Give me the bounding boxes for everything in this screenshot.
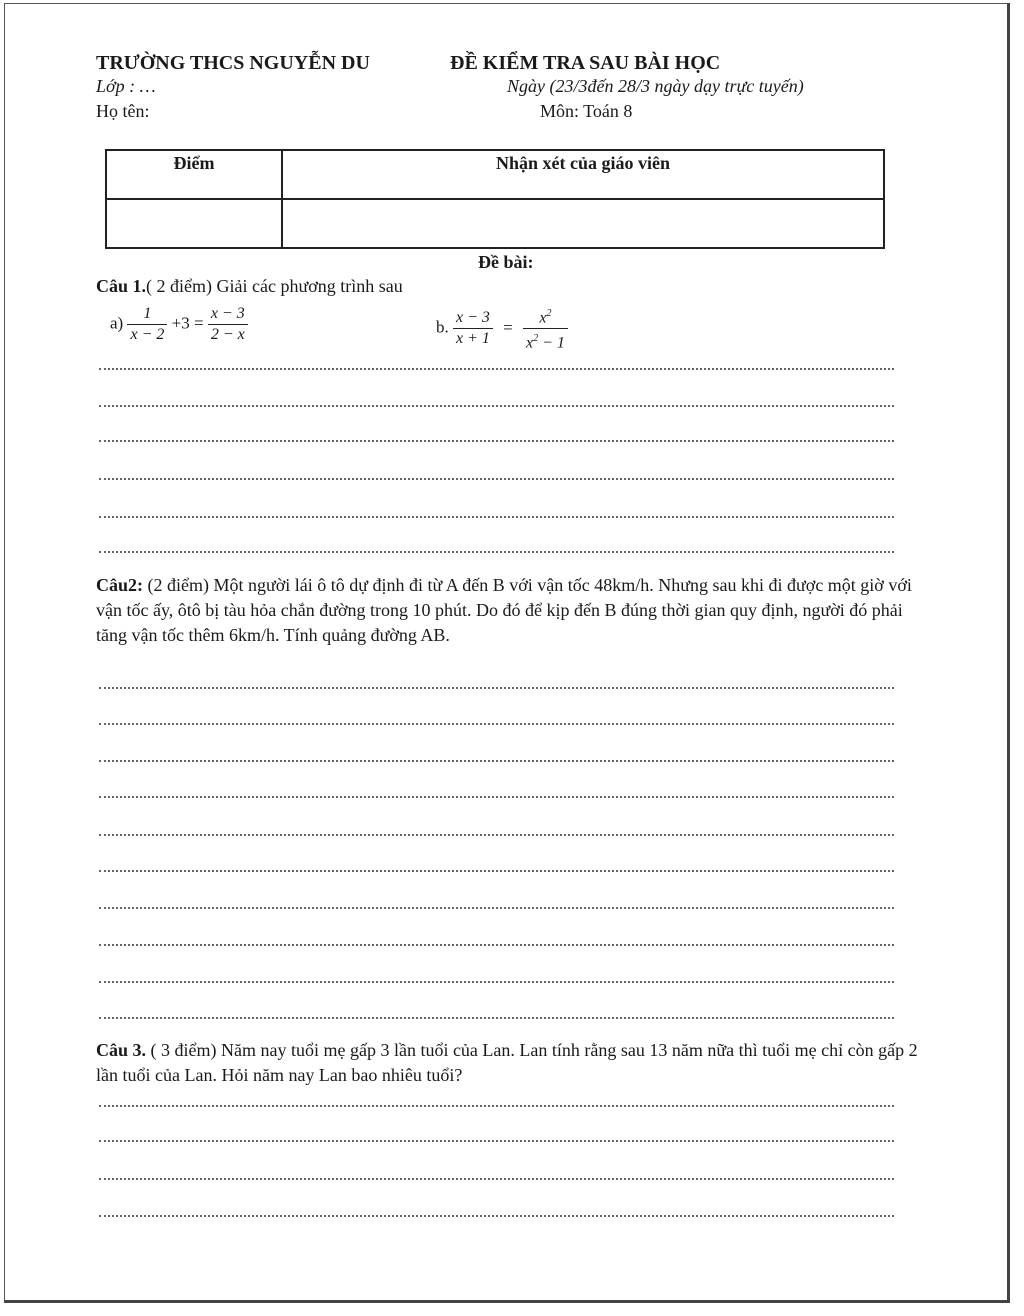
- question-1: [96, 274, 403, 299]
- fraction: [523, 304, 568, 354]
- denominator-base: x: [526, 334, 534, 352]
- fraction-numerator: x − 3: [208, 304, 248, 325]
- fraction-denominator: x − 2: [130, 326, 165, 343]
- answer-line[interactable]: [99, 907, 894, 909]
- answer-line[interactable]: [99, 796, 894, 798]
- answer-line[interactable]: [99, 834, 894, 836]
- fraction-numerator: [523, 304, 568, 329]
- question-2-text: (2 điểm) Một người lái ô tô dự định đi từ A đến B với vận tốc 48km/h. Nhưng sau khi đi được một giờ với vận tốc ấy, ôtô bị tàu hỏa chắn đường trong 10 phút. Do đó để kịp đến B đúng thời gian quy định, người đó phải tăng vận tốc thêm 6km/h. Tính quảng đường AB.: [96, 575, 912, 645]
- fraction: [208, 304, 248, 345]
- fraction-numerator: 1: [127, 304, 167, 325]
- section-heading: Đề bài:: [478, 252, 534, 272]
- fraction-numerator: x − 3: [453, 308, 493, 329]
- question-3-text: ( 3 điểm) Năm nay tuổi mẹ gấp 3 lần tuổi của Lan. Lan tính rằng sau 13 năm nữa thì tuổi mẹ chỉ còn gấp 2 lần tuổi của Lan. Hỏi năm nay Lan bao nhiêu tuổi?: [96, 1040, 918, 1085]
- answer-line[interactable]: [99, 981, 894, 983]
- equals-sign: =: [503, 317, 513, 337]
- answer-line[interactable]: [99, 760, 894, 762]
- answer-line[interactable]: [99, 1215, 894, 1217]
- student-name-label: Họ tên:: [96, 101, 150, 121]
- exam-title: ĐỀ KIỂM TRA SAU BÀI HỌC: [450, 52, 721, 74]
- score-cell[interactable]: [106, 199, 282, 248]
- answer-line[interactable]: [99, 944, 894, 946]
- fraction: [453, 308, 493, 349]
- answer-line[interactable]: [99, 723, 894, 725]
- question-1-label: Câu 1.: [96, 276, 147, 296]
- question-1-text: ( 2 điểm) Giải các phương trình sau: [146, 276, 403, 296]
- answer-line[interactable]: [99, 1178, 894, 1180]
- answer-line[interactable]: [99, 368, 894, 370]
- answer-line[interactable]: [99, 440, 894, 442]
- equals-sign: =: [193, 313, 204, 333]
- answer-line[interactable]: [99, 516, 894, 518]
- question-2-label: Câu2:: [96, 575, 144, 595]
- subject-label: Môn: Toán 8: [540, 101, 633, 121]
- answer-line[interactable]: [99, 551, 894, 553]
- answer-line[interactable]: [99, 405, 894, 407]
- school-name: TRƯỜNG THCS NGUYỄN DU: [96, 52, 370, 74]
- answer-line[interactable]: [99, 870, 894, 872]
- equation-a-prefix: a): [110, 313, 124, 333]
- fraction-denominator: [523, 329, 568, 353]
- answer-line[interactable]: [99, 687, 894, 689]
- answer-line[interactable]: [99, 1017, 894, 1019]
- fraction-denominator: x + 1: [456, 330, 490, 348]
- denominator-exponent: 2: [533, 333, 539, 345]
- class-label: Lớp : …: [96, 76, 156, 96]
- equation-a-plus-term: +3: [171, 313, 190, 333]
- teacher-comment-header: Nhận xét của giáo viên: [282, 150, 884, 199]
- answer-line[interactable]: [99, 1140, 894, 1142]
- denominator-tail: − 1: [538, 334, 565, 352]
- equation-a: [110, 304, 248, 345]
- answer-line[interactable]: [99, 1105, 894, 1107]
- numerator-exponent: 2: [546, 308, 552, 319]
- question-3: [96, 1038, 926, 1088]
- question-2: [96, 573, 926, 648]
- score-table: [105, 149, 885, 249]
- score-header: Điểm: [106, 150, 282, 199]
- answer-line[interactable]: [99, 478, 894, 480]
- equation-b-prefix: b.: [436, 317, 449, 337]
- equation-b: [436, 304, 568, 354]
- teacher-comment-cell[interactable]: [282, 199, 884, 248]
- fraction: [127, 304, 167, 345]
- question-3-label: Câu 3.: [96, 1040, 147, 1060]
- date-label: Ngày (23/3đến 28/3 ngày dạy trực tuyến): [507, 76, 804, 96]
- numerator-base: x: [539, 309, 547, 327]
- fraction-denominator: 2 − x: [210, 326, 245, 343]
